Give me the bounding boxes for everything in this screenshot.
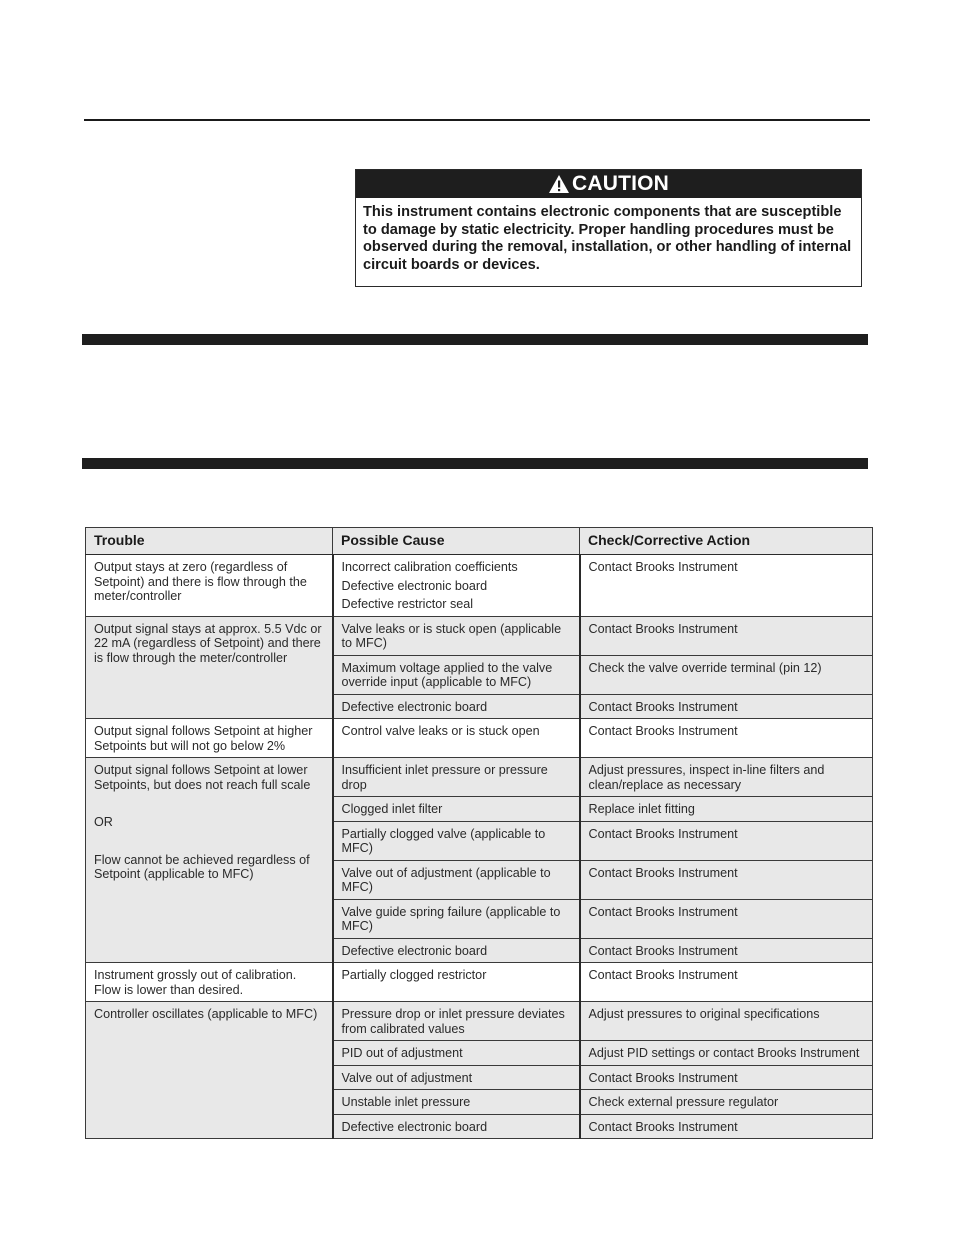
cause-text: Partially clogged valve (applicable to MFC) [341, 826, 546, 855]
corrective-action-cell: Check the valve override terminal (pin 12) [580, 655, 873, 694]
cause-text: Control valve leaks or is stuck open [341, 724, 540, 738]
possible-cause-cell [333, 694, 580, 719]
caution-box [355, 169, 862, 287]
corrective-action-cell: Adjust pressures to original specifications [580, 1002, 873, 1041]
cause-text: Valve leaks or is stuck open (applicable to MFC) [341, 621, 562, 650]
possible-cause-cell [333, 719, 580, 758]
caution-title: CAUTION [571, 172, 670, 195]
possible-cause-cell [333, 616, 580, 655]
possible-cause-cell [333, 963, 580, 1002]
trouble-text: Output signal stays at approx. 5.5 Vdc or 22 mA (regardless of Setpoint) and there is flow through the meter/controller [94, 621, 322, 665]
cause-text: Insufficient inlet pressure or pressure drop [341, 763, 548, 792]
header-trouble: Trouble [86, 528, 333, 555]
corrective-action-cell: Contact Brooks Instrument [580, 899, 873, 938]
section-bar-bottom [82, 458, 868, 469]
cause-text: Defective electronic board [341, 943, 488, 958]
cause-text: Pressure drop or inlet pressure deviates from calibrated values [341, 1007, 565, 1036]
possible-cause-cell [333, 1090, 580, 1115]
cause-text: Clogged inlet filter [341, 802, 443, 816]
corrective-action-cell: Contact Brooks Instrument [580, 938, 873, 963]
corrective-action-cell: Contact Brooks Instrument [580, 555, 873, 617]
cause-text: Defective electronic board [341, 1119, 488, 1134]
corrective-action-cell: Contact Brooks Instrument [580, 1114, 873, 1139]
troubleshooting-table [85, 527, 873, 1139]
corrective-action-cell: Adjust pressures, inspect in-line filters and clean/replace as necessary [580, 758, 873, 797]
trouble-cell [86, 1002, 333, 1139]
possible-cause-cell [333, 938, 580, 963]
trouble-text: Controller oscillates (applicable to MFC) [94, 1007, 318, 1021]
trouble-cell [86, 963, 333, 1002]
trouble-cell [86, 719, 333, 758]
corrective-action-cell: Contact Brooks Instrument [580, 719, 873, 758]
possible-cause-cell [333, 860, 580, 899]
possible-cause-cell [333, 1041, 580, 1066]
corrective-action-cell: Contact Brooks Instrument [580, 963, 873, 1002]
possible-cause-cell [333, 797, 580, 822]
section-bar-top [82, 334, 868, 345]
cause-text: Partially clogged restrictor [341, 968, 487, 982]
trouble-cell [86, 616, 333, 719]
table-row [86, 963, 873, 1002]
cause-text: Valve out of adjustment (applicable to MFC) [341, 865, 551, 894]
corrective-action-cell: Check external pressure regulator [580, 1090, 873, 1115]
possible-cause-cell [333, 1002, 580, 1041]
trouble-cell [86, 555, 333, 617]
corrective-action-cell: Contact Brooks Instrument [580, 694, 873, 719]
table-body [86, 555, 873, 1139]
cause-text: Unstable inlet pressure [341, 1095, 471, 1109]
warning-triangle-icon [548, 174, 570, 194]
cause-text: PID out of adjustment [341, 1046, 463, 1060]
corrective-action-cell: Contact Brooks Instrument [580, 860, 873, 899]
cause-text: Valve out of adjustment [341, 1070, 473, 1085]
cause-text: Defective electronic board [341, 578, 488, 593]
header-corrective-action: Check/Corrective Action [580, 528, 873, 555]
trouble-text: Flow cannot be achieved regardless of Setpoint (applicable to MFC) [94, 852, 310, 881]
table-header-row [86, 528, 873, 555]
cause-text: Maximum voltage applied to the valve override input (applicable to MFC) [341, 660, 553, 689]
trouble-text: OR [94, 815, 113, 829]
cause-text: Incorrect calibration coefficients [341, 560, 518, 574]
possible-cause-cell [333, 899, 580, 938]
cause-text: Defective restrictor seal [341, 597, 474, 611]
possible-cause-cell [333, 555, 580, 617]
corrective-action-cell: Replace inlet fitting [580, 797, 873, 822]
trouble-cell [86, 758, 333, 963]
trouble-text: Output stays at zero (regardless of Setpoint) and there is flow through the meter/controller [94, 560, 307, 603]
table-row [86, 1002, 873, 1041]
possible-cause-cell [333, 1065, 580, 1090]
table-row [86, 616, 873, 655]
table-row [86, 719, 873, 758]
table-row [86, 758, 873, 797]
header-rule [84, 119, 870, 121]
corrective-action-cell: Contact Brooks Instrument [580, 616, 873, 655]
table-row [86, 555, 873, 617]
possible-cause-cell [333, 655, 580, 694]
possible-cause-cell [333, 821, 580, 860]
caution-text: This instrument contains electronic components that are susceptible to damage by static electricity. Proper handling procedures must be observed during the removal, installation, or other handling of internal circuit boards or devices. [363, 204, 852, 273]
corrective-action-cell: Contact Brooks Instrument [580, 1065, 873, 1090]
header-possible-cause: Possible Cause [333, 528, 580, 555]
trouble-text: Instrument grossly out of calibration. Flow is lower than desired. [94, 968, 297, 997]
corrective-action-cell: Contact Brooks Instrument [580, 821, 873, 860]
trouble-text: Output signal follows Setpoint at higher Setpoints but will not go below 2% [94, 724, 313, 753]
cause-text: Defective electronic board [341, 699, 488, 714]
possible-cause-cell [333, 1114, 580, 1139]
caution-header [356, 170, 861, 198]
corrective-action-cell: Adjust PID settings or contact Brooks Instrument [580, 1041, 873, 1066]
possible-cause-cell [333, 758, 580, 797]
trouble-text: Output signal follows Setpoint at lower Setpoints, but does not reach full scale [94, 763, 311, 792]
cause-text: Valve guide spring failure (applicable to MFC) [341, 904, 561, 933]
